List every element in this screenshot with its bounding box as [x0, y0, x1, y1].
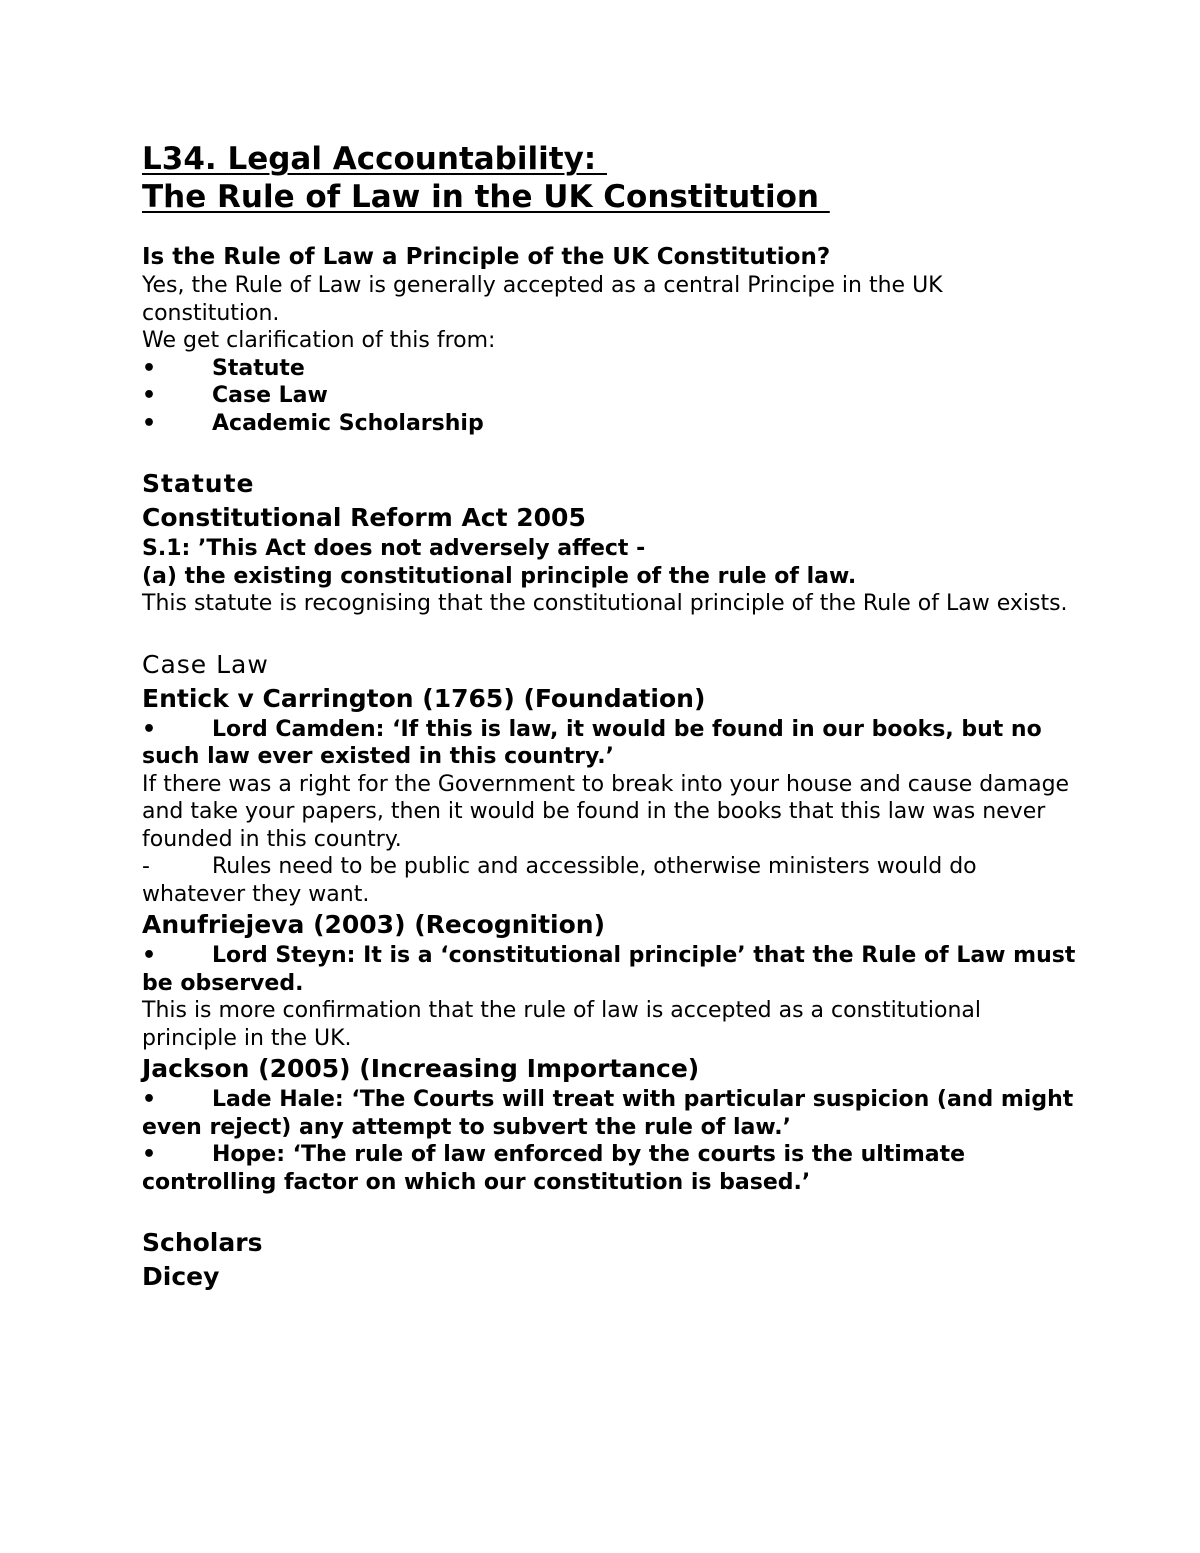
- source-statute: Statute: [212, 355, 305, 381]
- case-law-heading: Case Law: [142, 649, 269, 679]
- spacer: [142, 618, 1082, 648]
- jackson-quote-hale: [142, 1086, 1082, 1141]
- anufriejeva-quote: [142, 942, 1082, 997]
- bullet-icon: •: [142, 716, 157, 742]
- title-line-1: L34. Legal Accountability:: [142, 141, 607, 177]
- bullet-icon: •: [142, 1142, 157, 1167]
- spacer: [142, 1196, 1082, 1226]
- anufriejeva-explanation: This is more confirmation that the rule of law is accepted as a constitutional principle in the UK.: [142, 998, 982, 1051]
- bullet-icon: •: [142, 410, 157, 436]
- statute-quote-line-2: (a) the existing constitutional principle of the rule of law.: [142, 563, 857, 589]
- document-title: [142, 140, 1082, 216]
- spacer: [142, 437, 1082, 467]
- act-title: Constitutional Reform Act 2005: [142, 503, 586, 532]
- clarification-line: We get clarification of this from:: [142, 328, 496, 353]
- anufriejeva-heading: Anufriejeva (2003) (Recognition): [142, 910, 606, 939]
- entick-dash-point: [142, 853, 1082, 908]
- entick-explanation: If there was a right for the Government to break into your house and cause damage and take your papers, then it would be found in the books that this law was never founded in this country.: [142, 771, 1070, 852]
- act-heading: [142, 501, 1082, 535]
- list-item: [142, 382, 1082, 410]
- statute-heading: Statute: [142, 469, 255, 498]
- entick-quote: [142, 716, 1082, 771]
- statute-quote-line-1: S.1: ’This Act does not adversely affect -: [142, 536, 646, 561]
- anufriejeva-quote-text: Lord Steyn: It is a ‘constitutional principle’ that the Rule of Law must be observed.: [142, 943, 1076, 996]
- jackson-quote-hale-text: Lade Hale: ‘The Courts will treat with particular suspicion (and might even reject) any attempt to subvert the rule of law.’: [142, 1087, 1074, 1140]
- statute-explanation: This statute is recognising that the constitutional principle of the Rule of Law exists.: [142, 591, 1068, 616]
- entick-heading: Entick v Carrington (1765) (Foundation): [142, 683, 706, 713]
- source-academic: Academic Scholarship: [212, 410, 484, 436]
- bullet-icon: •: [142, 383, 157, 408]
- dicey-heading: Dicey: [142, 1262, 220, 1291]
- entick-quote-text: Lord Camden: ‘If this is law, it would be found in our books, but no such law ever existed in this country.’: [142, 716, 1042, 769]
- intro-paragraph: Yes, the Rule of Law is generally accepted as a central Principe in the UK constitution.: [142, 273, 943, 326]
- question-heading: Is the Rule of Law a Principle of the UK Constitution?: [142, 244, 831, 270]
- list-item: [142, 355, 1082, 383]
- scholars-heading: Scholars: [142, 1228, 263, 1257]
- bullet-icon: •: [142, 1087, 157, 1112]
- jackson-quote-hope: [142, 1141, 1082, 1196]
- dash-icon: -: [142, 854, 150, 879]
- bullet-icon: •: [142, 355, 157, 381]
- title-line-2: The Rule of Law in the UK Constitution: [142, 179, 830, 215]
- jackson-quote-hope-text: Hope: ‘The rule of law enforced by the courts is the ultimate controlling factor on which our constitution is based.’: [142, 1142, 966, 1195]
- bullet-icon: •: [142, 943, 157, 968]
- sources-list: [142, 355, 1082, 438]
- document-page: [142, 140, 1082, 1294]
- jackson-heading: Jackson (2005) (Increasing Importance): [142, 1054, 700, 1083]
- list-item: [142, 410, 1082, 438]
- entick-dash-text: Rules need to be public and accessible, otherwise ministers would do whatever they want.: [142, 854, 977, 907]
- source-case-law: Case Law: [212, 383, 328, 408]
